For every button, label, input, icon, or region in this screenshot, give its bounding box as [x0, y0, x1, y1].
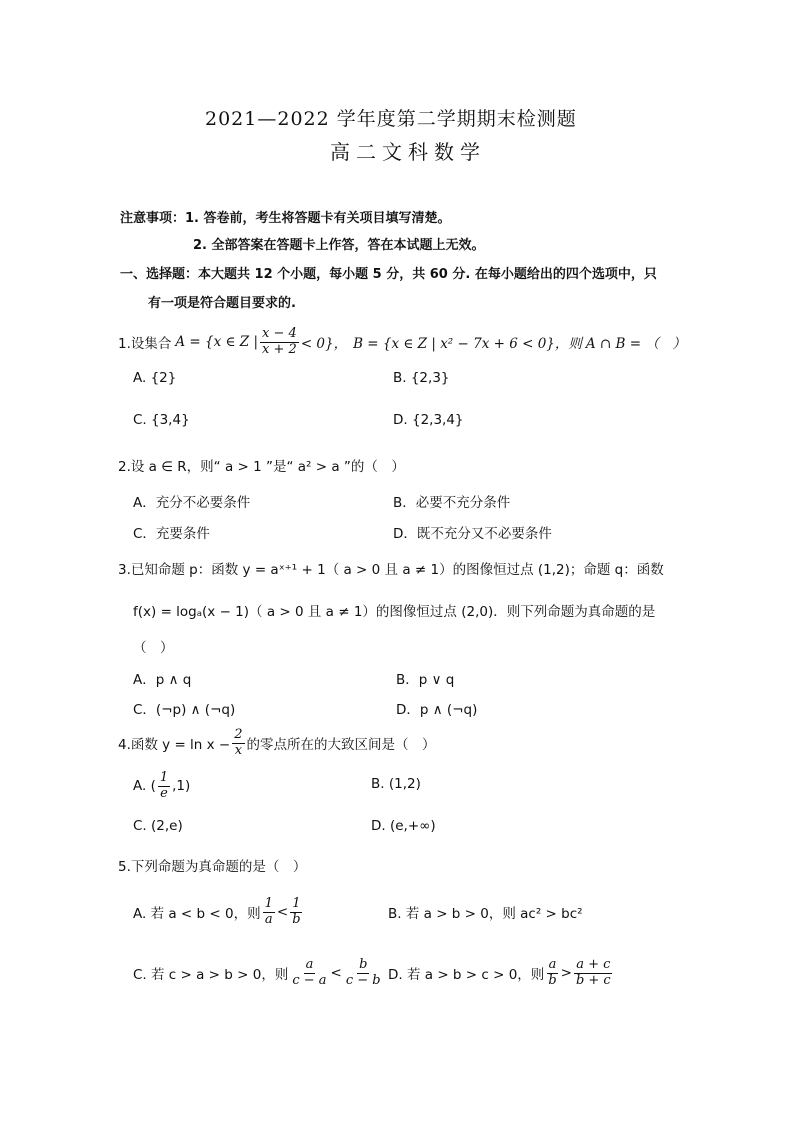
q5-d-den-1: b: [548, 972, 557, 988]
q1-set-a-pre: A = {x ∈ Z |: [175, 334, 259, 350]
q1-set-b: B = {x ∈ Z | x² − 7x + 6 < 0}，则: [353, 336, 582, 352]
q1-fraction: [260, 327, 299, 358]
question-3-stem-line-1: 3.已知命题 p：函数 y = aˣ⁺¹ + 1（ a > 0 且 a ≠ 1）的图像恒过点 (1,2)；命题 q：函数: [118, 562, 664, 578]
q2-option-a: A．充分不必要条件: [133, 495, 251, 511]
q4-option-a: [133, 766, 190, 806]
q5-c-den-1: c − a: [292, 972, 327, 988]
q5-d-frac-2: [574, 958, 613, 989]
q5-c-pre: C. 若 c > a > b > 0，则: [133, 967, 289, 983]
q2-option-b: B．必要不充分条件: [393, 495, 511, 511]
q4-opt-a-pre: A. (: [133, 778, 156, 794]
q5-a-den-1: a: [264, 911, 273, 927]
question-3-stem-line-3: （ ）: [133, 640, 174, 656]
q5-c-num-1: a: [305, 956, 314, 972]
q5-c-num-2: b: [359, 956, 368, 972]
q1-option-c: C. {3,4}: [133, 412, 190, 428]
q5-a-den-2: b: [292, 911, 301, 927]
q4-opt-a-post: ,1): [172, 778, 191, 794]
q5-c-frac-2: [344, 958, 383, 989]
q5-c-den-2: c − b: [345, 972, 381, 988]
q1-lead: 1.设集合: [118, 336, 172, 352]
q3-option-a: A．p ∧ q: [133, 672, 192, 688]
q5-a-rel: <: [276, 904, 289, 920]
question-5-stem: 5.下列命题为真命题的是（ ）: [118, 859, 307, 875]
q5-a-frac-2: [290, 897, 302, 928]
exam-title: 2021—2022 学年度第二学期期末检测题: [205, 108, 577, 130]
question-2-stem: 2.设 a ∈ R，则“ a > 1 ”是“ a² > a ”的（ ）: [118, 459, 405, 475]
q1-option-d: D. {2,3,4}: [393, 412, 464, 428]
q3-option-b: B．p ∨ q: [396, 672, 455, 688]
q5-option-b: B. 若 a > b > 0，则 ac² > bc²: [388, 906, 583, 922]
notes-line-1: 注意事项：1. 答卷前，考生将答题卡有关项目填写清楚。: [120, 211, 451, 226]
q1-frac-num: x − 4: [262, 325, 297, 341]
q4-stem-post: 的零点所在的大致区间是（ ）: [246, 737, 436, 753]
q4-opt-a-den: e: [160, 785, 168, 801]
q4-frac-den: x: [234, 742, 243, 758]
q3-option-c: C．(¬p) ∧ (¬q): [133, 702, 236, 718]
q1-option-a: A. {2}: [133, 370, 177, 386]
q5-d-num-2: a + c: [576, 956, 611, 972]
q1-frac-den: x + 2: [262, 341, 297, 357]
q4-option-b: B. (1,2): [371, 776, 421, 792]
question-4-stem: [118, 722, 436, 764]
q4-option-c: C. (2,e): [133, 818, 183, 834]
q4-stem-pre: 4.函数 y = ln x −: [118, 737, 231, 753]
q5-a-num-2: 1: [292, 895, 301, 911]
q5-option-d: [388, 952, 615, 994]
section-heading-line-2: 有一项是符合题目要求的.: [148, 296, 296, 311]
q5-option-a: [133, 891, 305, 933]
q4-option-d: D. (e,+∞): [371, 818, 436, 834]
q5-c-rel: <: [330, 965, 342, 981]
q1-ask: A ∩ B = （ ）: [585, 336, 686, 352]
q5-d-den-2: b + c: [575, 972, 611, 988]
q4-fraction: [232, 728, 244, 759]
exam-subtitle: 高二文科数学: [330, 140, 486, 164]
q5-d-pre: D. 若 a > b > c > 0，则: [388, 967, 545, 983]
q4-frac-num: 2: [234, 726, 243, 742]
q2-option-c: C．充要条件: [133, 526, 210, 542]
q1-option-b: B. {2,3}: [393, 370, 450, 386]
q5-a-num-1: 1: [264, 895, 273, 911]
q5-d-frac-1: [546, 958, 558, 989]
q5-a-frac-1: [263, 897, 275, 928]
notes-line-2: 2. 全部答案在答题卡上作答，答在本试题上无效。: [193, 238, 485, 253]
q2-option-d: D．既不充分又不必要条件: [393, 526, 552, 542]
q5-d-num-1: a: [548, 956, 557, 972]
q3-option-d: D．p ∧ (¬q): [396, 702, 478, 718]
q5-c-frac-1: [290, 958, 328, 989]
question-3-stem-line-2: f(x) = logₐ(x − 1)（ a > 0 且 a ≠ 1）的图像恒过点 (2,0)．则下列命题为真命题的是: [133, 604, 656, 620]
q4-opt-a-num: 1: [159, 769, 169, 785]
q5-d-rel: >: [560, 965, 572, 981]
q1-set-a-post: < 0}，: [300, 336, 348, 352]
section-heading-line-1: 一、选择题：本大题共 12 个小题，每小题 5 分，共 60 分. 在每小题给出的四个选项中，只: [120, 267, 657, 282]
q5-option-c: [133, 952, 385, 994]
q4-opt-a-fraction: [158, 771, 170, 802]
question-1-stem: [118, 322, 686, 362]
q5-a-pre: A. 若 a < b < 0，则: [133, 906, 261, 922]
